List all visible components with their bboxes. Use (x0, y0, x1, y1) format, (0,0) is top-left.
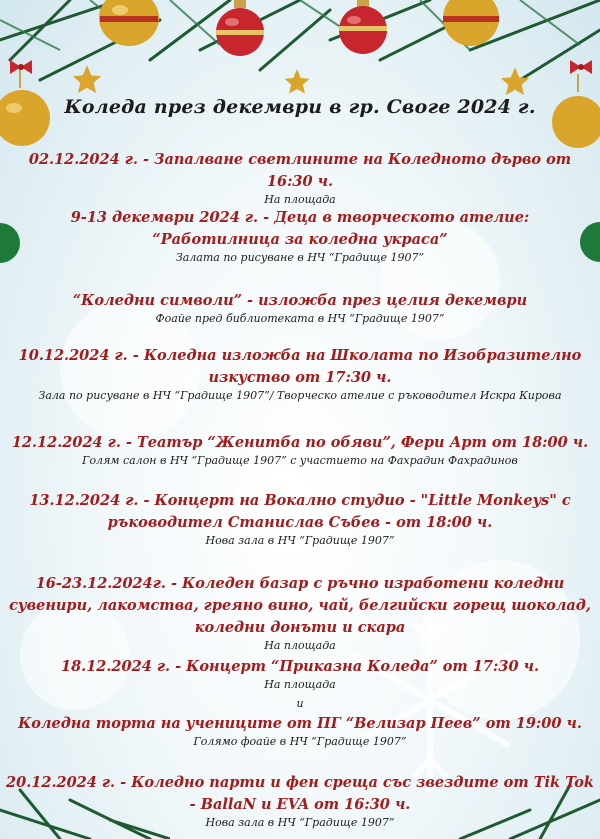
event-location: Фоайе пред библиотеката в НЧ “Градище 1907” (155, 312, 445, 325)
event-location: Нова зала в НЧ “Градище 1907” (205, 816, 395, 829)
event-location: Голямо фоайе в НЧ “Градище 1907” (193, 735, 407, 748)
event-headline: 02.12.2024 г. - Запалване светлините на Коледното дърво от 16:30 ч. (28, 151, 572, 190)
event-item (6, 573, 594, 653)
gold-ornament (440, 0, 502, 48)
gold-ornament (96, 0, 162, 50)
gold-star-icon (282, 68, 312, 98)
event-item (6, 656, 594, 692)
event-headline: 12.12.2024 г. - Театър “Женитба по обяви”, Фери Арт от 18:00 ч. (11, 434, 589, 451)
event-headline: Коледна торта на учениците от ПГ “Велизар Пеев” от 19:00 ч. (18, 715, 582, 732)
event-connector-text: и (296, 697, 304, 710)
red-bow-icon (568, 58, 594, 76)
event-headline: 16-23.12.2024г. - Коледен базар с ръчно изработени коледни сувенири, лакомства, греяно вино, чай, белгийски горещ шоколад, коледни донъти и скара (9, 575, 591, 636)
event-item (6, 713, 594, 749)
event-item (6, 772, 594, 830)
gold-star-icon (498, 66, 532, 100)
event-location: Нова зала в НЧ “Градище 1907” (205, 534, 395, 547)
event-item (6, 432, 594, 468)
event-item (6, 345, 594, 403)
event-location: На площада (264, 639, 336, 652)
event-item (6, 207, 594, 265)
red-ornament (212, 0, 268, 60)
event-location: На площада (264, 678, 336, 691)
event-headline: 13.12.2024 г. - Концерт на Вокално студио - "Little Monkeys" с ръководител Станислав Събев - от 18:00 ч. (29, 492, 571, 531)
event-headline: 20.12.2024 г. - Коледно парти и фен среща със звездите от Tik Tok - BallaN и EVA от 16:30 ч. (6, 774, 594, 813)
event-item (6, 149, 594, 207)
event-location: Зала по рисуване в НЧ “Градище 1907”/ Творческо ателие с ръководител Искра Кирова (38, 389, 562, 402)
event-item (6, 490, 594, 548)
event-headline: 10.12.2024 г. - Коледна изложба на Школата по Изобразително изкуство от 17:30 ч. (18, 347, 582, 386)
event-connector (6, 697, 594, 711)
event-location: Залата по рисуване в НЧ “Градище 1907” (175, 251, 425, 264)
event-headline: 9-13 декември 2024 г. - Деца в творческото ателие: “Работилница за коледна украса” (70, 209, 530, 248)
event-location: Голям салон в НЧ “Градище 1907” с участието на Фахрадин Фахрадинов (82, 454, 518, 467)
event-location: На площада (264, 193, 336, 206)
red-bow-icon (8, 58, 34, 76)
event-headline: “Коледни символи” - изложба през целия декември (72, 292, 528, 309)
poster-title: Коледа през декември в гр. Своге 2024 г. (64, 96, 536, 118)
event-item (6, 290, 594, 326)
red-ornament (336, 0, 390, 58)
gold-star-icon (70, 64, 104, 98)
event-headline: 18.12.2024 г. - Концерт “Приказна Коледа” от 17:30 ч. (60, 658, 539, 675)
